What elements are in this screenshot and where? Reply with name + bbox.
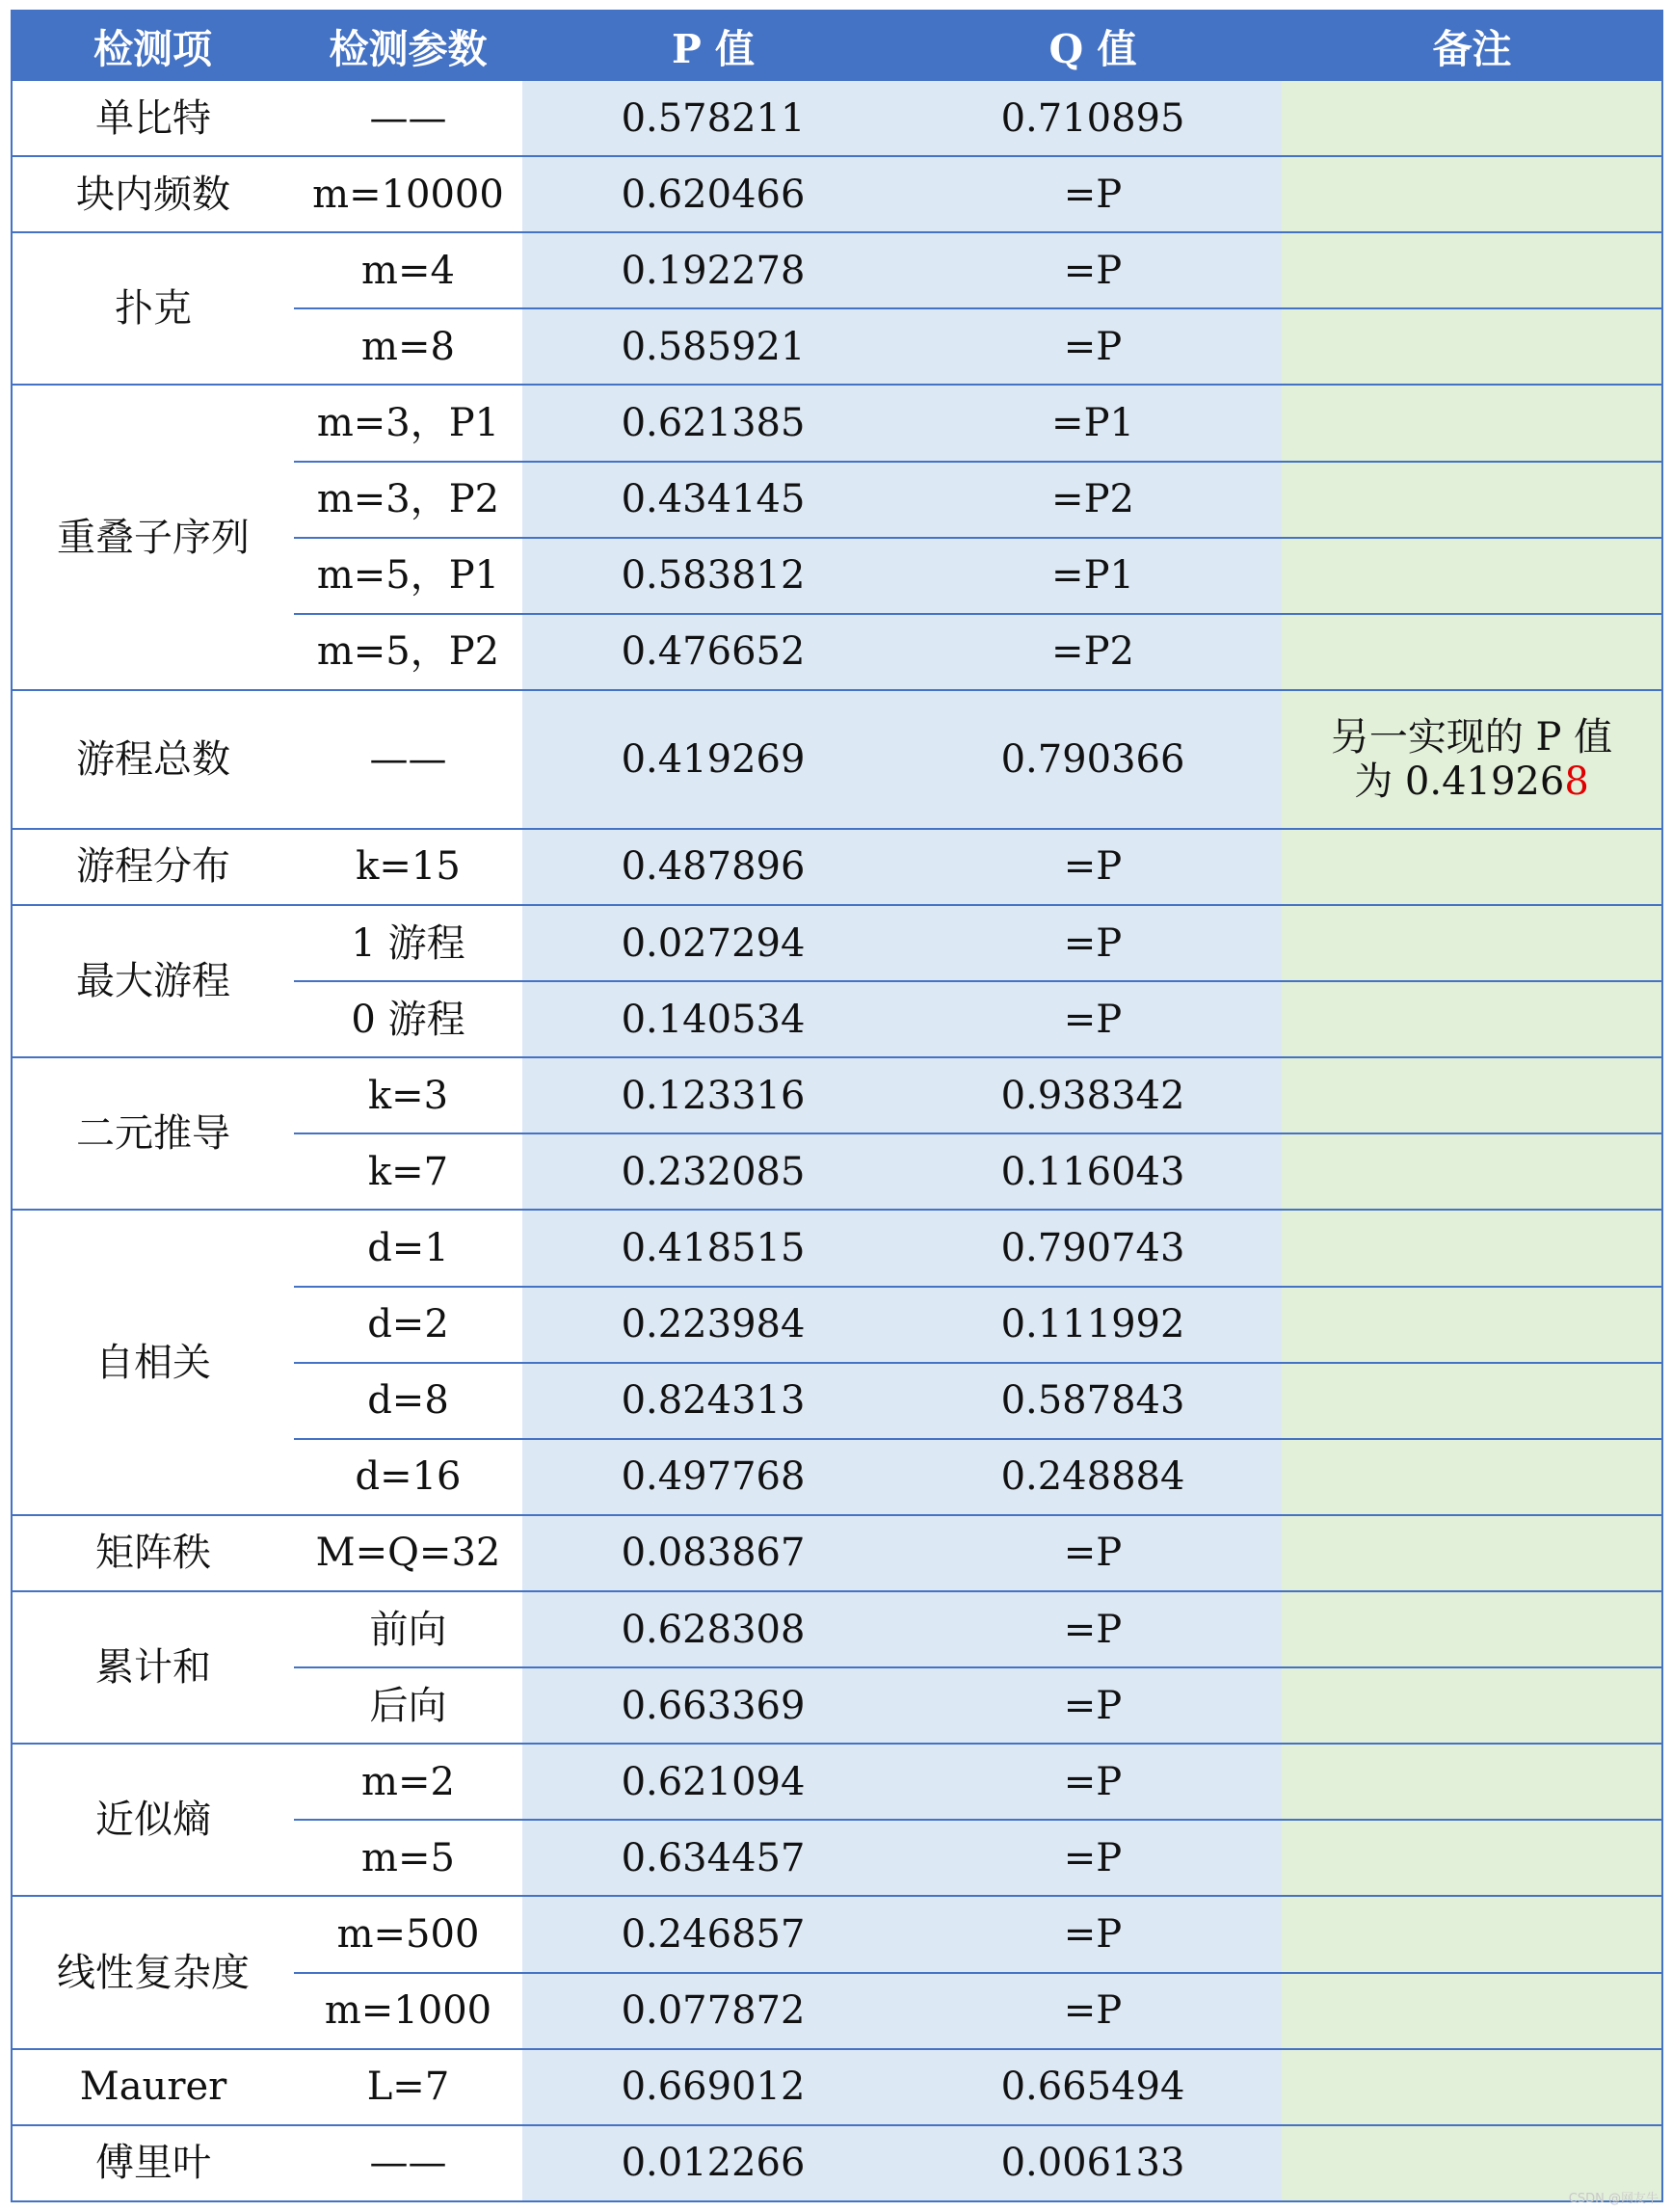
test-item: Maurer — [12, 2049, 294, 2125]
p-value: 0.027294 — [522, 905, 904, 981]
q-value: =P2 — [904, 614, 1282, 690]
q-value: =P — [904, 308, 1282, 385]
header-param: 检测参数 — [294, 11, 522, 80]
test-param: m=500 — [294, 1896, 522, 1972]
table-row — [12, 385, 1662, 461]
note-text: 为 0.41926 — [1354, 759, 1565, 804]
p-value: 0.578211 — [522, 80, 904, 156]
table-row — [12, 1210, 1662, 1286]
test-item: 块内频数 — [12, 156, 294, 232]
p-value: 0.621094 — [522, 1744, 904, 1820]
header-q-value: Q 值 — [904, 11, 1282, 80]
test-param: k=15 — [294, 829, 522, 905]
p-value: 0.487896 — [522, 829, 904, 905]
note-cell — [1282, 1973, 1662, 2049]
note-cell — [1282, 1820, 1662, 1896]
randomness-test-table — [11, 10, 1663, 2202]
table-row — [12, 690, 1662, 829]
q-value: =P2 — [904, 462, 1282, 538]
p-value: 0.419269 — [522, 690, 904, 829]
table-row — [12, 1896, 1662, 1972]
q-value: =P — [904, 1667, 1282, 1744]
table-row — [12, 232, 1662, 308]
q-value: 0.248884 — [904, 1439, 1282, 1515]
q-value: 0.790743 — [904, 1210, 1282, 1286]
header-note: 备注 — [1282, 11, 1662, 80]
note-cell — [1282, 1591, 1662, 1667]
q-value: =P — [904, 1973, 1282, 2049]
p-value: 0.246857 — [522, 1896, 904, 1972]
test-param: k=7 — [294, 1133, 522, 1210]
table-row — [12, 1591, 1662, 1667]
q-value: =P — [904, 829, 1282, 905]
test-item: 重叠子序列 — [12, 385, 294, 689]
test-param: L=7 — [294, 2049, 522, 2125]
table-row — [12, 1515, 1662, 1591]
q-value: 0.006133 — [904, 2125, 1282, 2201]
test-param: —— — [294, 80, 522, 156]
note-cell — [1282, 1210, 1662, 1286]
test-item: 二元推导 — [12, 1057, 294, 1210]
p-value: 0.663369 — [522, 1667, 904, 1744]
note-cell — [1282, 1363, 1662, 1439]
note-cell — [1282, 2049, 1662, 2125]
test-item: 最大游程 — [12, 905, 294, 1057]
test-param: m=5，P1 — [294, 538, 522, 614]
table-row — [12, 905, 1662, 981]
note-cell — [1282, 1287, 1662, 1363]
test-param: —— — [294, 690, 522, 829]
test-item: 近似熵 — [12, 1744, 294, 1896]
p-value: 0.585921 — [522, 308, 904, 385]
test-param: 0 游程 — [294, 981, 522, 1057]
header-p-value: P 值 — [522, 11, 904, 80]
q-value: =P — [904, 1591, 1282, 1667]
test-param: m=10000 — [294, 156, 522, 232]
note-cell — [1282, 829, 1662, 905]
test-item: 累计和 — [12, 1591, 294, 1744]
p-value: 0.583812 — [522, 538, 904, 614]
q-value: =P1 — [904, 538, 1282, 614]
test-item: 自相关 — [12, 1210, 294, 1514]
test-param: m=5，P2 — [294, 614, 522, 690]
p-value: 0.620466 — [522, 156, 904, 232]
q-value: 0.790366 — [904, 690, 1282, 829]
test-item: 线性复杂度 — [12, 1896, 294, 2048]
note-line-2 — [1282, 760, 1661, 804]
q-value: =P — [904, 156, 1282, 232]
test-param: m=3，P2 — [294, 462, 522, 538]
note-cell — [1282, 1057, 1662, 1133]
q-value: 0.587843 — [904, 1363, 1282, 1439]
test-param: 后向 — [294, 1667, 522, 1744]
p-value: 0.140534 — [522, 981, 904, 1057]
test-item: 傅里叶 — [12, 2125, 294, 2201]
test-item: 扑克 — [12, 232, 294, 385]
p-value: 0.824313 — [522, 1363, 904, 1439]
test-param: d=2 — [294, 1287, 522, 1363]
test-param: M=Q=32 — [294, 1515, 522, 1591]
table-row — [12, 156, 1662, 232]
q-value: =P — [904, 1515, 1282, 1591]
highlighted-digit: 8 — [1564, 759, 1589, 804]
p-value: 0.621385 — [522, 385, 904, 461]
test-item: 单比特 — [12, 80, 294, 156]
header-row — [12, 11, 1662, 80]
test-param: d=1 — [294, 1210, 522, 1286]
p-value: 0.077872 — [522, 1973, 904, 2049]
q-value: =P — [904, 905, 1282, 981]
table-row — [12, 2049, 1662, 2125]
table-row — [12, 2125, 1662, 2201]
note-line-1: 另一实现的 P 值 — [1330, 714, 1613, 760]
table-row — [12, 80, 1662, 156]
p-value: 0.418515 — [522, 1210, 904, 1286]
q-value: =P — [904, 1896, 1282, 1972]
p-value: 0.476652 — [522, 614, 904, 690]
p-value: 0.232085 — [522, 1133, 904, 1210]
test-item: 游程总数 — [12, 690, 294, 829]
q-value: 0.938342 — [904, 1057, 1282, 1133]
note-cell — [1282, 905, 1662, 981]
p-value: 0.083867 — [522, 1515, 904, 1591]
note-cell — [1282, 308, 1662, 385]
test-param: d=8 — [294, 1363, 522, 1439]
test-param: m=1000 — [294, 1973, 522, 2049]
test-param: m=5 — [294, 1820, 522, 1896]
note-cell — [1282, 1744, 1662, 1820]
test-param: 前向 — [294, 1591, 522, 1667]
note-cell — [1282, 981, 1662, 1057]
test-param: d=16 — [294, 1439, 522, 1515]
q-value: 0.665494 — [904, 2049, 1282, 2125]
q-value: =P — [904, 981, 1282, 1057]
header-item: 检测项 — [12, 11, 294, 80]
p-value: 0.628308 — [522, 1591, 904, 1667]
note-cell — [1282, 1133, 1662, 1210]
note-cell — [1282, 1667, 1662, 1744]
test-item: 游程分布 — [12, 829, 294, 905]
table-row — [12, 1057, 1662, 1133]
p-value: 0.192278 — [522, 232, 904, 308]
note-cell — [1282, 1439, 1662, 1515]
test-param: m=8 — [294, 308, 522, 385]
q-value: =P — [904, 1820, 1282, 1896]
note-cell — [1282, 156, 1662, 232]
note-cell — [1282, 1515, 1662, 1591]
note-cell — [1282, 80, 1662, 156]
p-value: 0.669012 — [522, 2049, 904, 2125]
p-value: 0.123316 — [522, 1057, 904, 1133]
q-value: 0.116043 — [904, 1133, 1282, 1210]
q-value: 0.710895 — [904, 80, 1282, 156]
watermark: CSDN @网友牛 — [1568, 2192, 1659, 2206]
note-cell — [1282, 462, 1662, 538]
test-param: m=4 — [294, 232, 522, 308]
p-value: 0.497768 — [522, 1439, 904, 1515]
p-value: 0.223984 — [522, 1287, 904, 1363]
p-value: 0.634457 — [522, 1820, 904, 1896]
note-cell — [1282, 690, 1662, 829]
q-value: =P1 — [904, 385, 1282, 461]
note-cell — [1282, 232, 1662, 308]
note-cell — [1282, 614, 1662, 690]
test-item: 矩阵秩 — [12, 1515, 294, 1591]
test-param: m=2 — [294, 1744, 522, 1820]
test-param: 1 游程 — [294, 905, 522, 981]
table-row — [12, 1744, 1662, 1820]
q-value: =P — [904, 1744, 1282, 1820]
p-value: 0.012266 — [522, 2125, 904, 2201]
q-value: =P — [904, 232, 1282, 308]
note-cell — [1282, 538, 1662, 614]
q-value: 0.111992 — [904, 1287, 1282, 1363]
note-cell — [1282, 385, 1662, 461]
table-row — [12, 829, 1662, 905]
test-param: —— — [294, 2125, 522, 2201]
note-cell — [1282, 1896, 1662, 1972]
test-param: k=3 — [294, 1057, 522, 1133]
p-value: 0.434145 — [522, 462, 904, 538]
test-param: m=3，P1 — [294, 385, 522, 461]
